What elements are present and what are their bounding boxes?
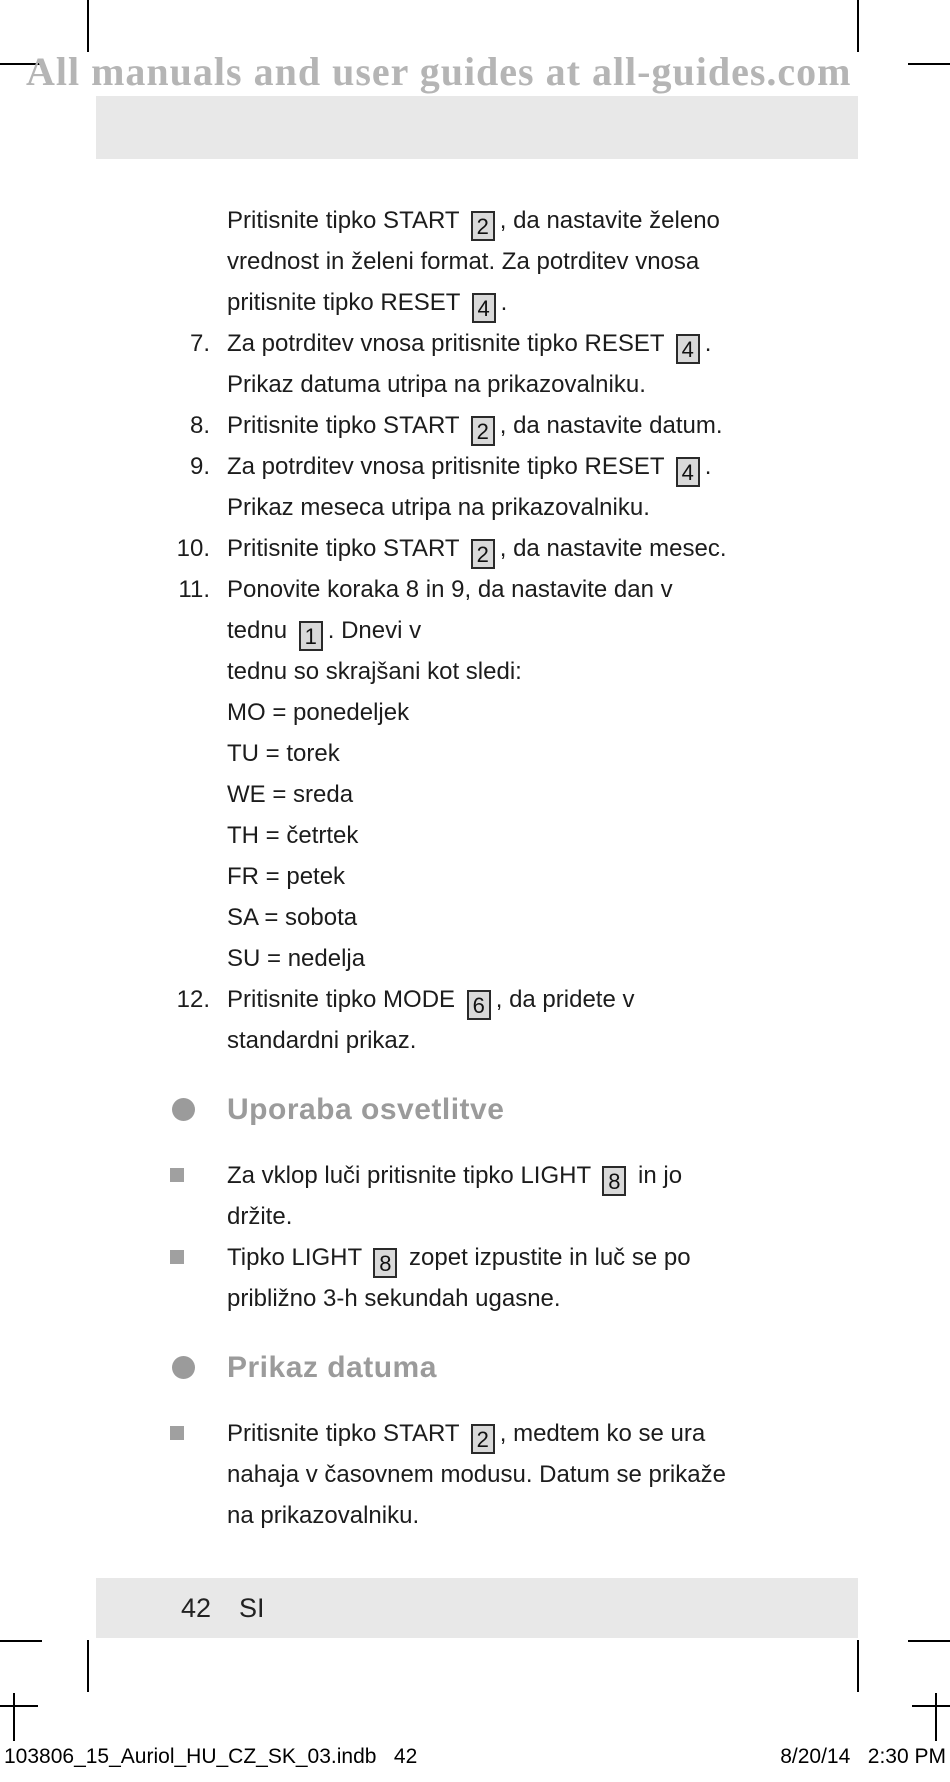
step-item (0, 323, 950, 405)
step-item (0, 979, 950, 1061)
header-bar (96, 96, 858, 159)
bullet-item (0, 1413, 950, 1536)
section-heading-row (0, 1345, 950, 1391)
step-number: 10. (176, 535, 210, 562)
crop-mark-bottom-right-vertical (857, 1640, 859, 1692)
step-number: 12. (176, 986, 210, 1013)
step-text: Za potrditev vnosa pritisnite tipko RESET 4 . Prikaz datuma utripa na prikazovalniku. (227, 330, 712, 398)
key-4-symbol-icon: 4 (676, 457, 700, 487)
key-2-symbol-icon: 2 (471, 1424, 495, 1454)
watermark-text: All manuals and user guides at all-guides.com (26, 49, 852, 94)
footer-bar (96, 1578, 858, 1638)
crop-mark-top-right-vertical (857, 0, 859, 52)
section (0, 1345, 950, 1536)
step-item (0, 405, 950, 446)
crop-mark-top-left-vertical (87, 0, 89, 52)
bullet-text: Tipko LIGHT 8 zopet izpustite in luč se po približno 3-h sekundah ugasne. (227, 1244, 691, 1312)
step-item (0, 528, 950, 569)
steps-list (0, 323, 950, 1061)
print-filename: 103806_15_Auriol_HU_CZ_SK_03.indb 42 (4, 1745, 418, 1768)
bullet-list (0, 1155, 950, 1319)
crop-mark-bottom-right-horizontal (908, 1640, 950, 1642)
section-heading-row (0, 1087, 950, 1133)
bullet-item (0, 1237, 950, 1319)
section-title: Uporaba osvetlitve (227, 1093, 505, 1126)
content-area (0, 200, 950, 1536)
step-number: 7. (189, 330, 210, 357)
step-text: Ponovite koraka 8 in 9, da nastavite dan v tednu 1 . Dnevi v tednu so skrajšani kot sledi: MO = ponedeljek TU = torek WE = sreda TH = četrtek FR = petek SA = sobota SU = nedelja (227, 576, 673, 972)
bullet-item (0, 1155, 950, 1237)
bullet-square-icon (170, 1426, 184, 1440)
crop-mark-outer-bottom-left-horizontal (0, 1705, 38, 1707)
step-number: 11. (178, 576, 210, 603)
print-datetime: 8/20/14 2:30 PM (780, 1745, 946, 1768)
step-text: Pritisnite tipko START 2 , da nastavite mesec. (227, 535, 727, 567)
bullet-text: Za vklop luči pritisnite tipko LIGHT 8 in jo držite. (227, 1162, 683, 1230)
key-4-symbol-icon: 4 (676, 334, 700, 364)
crop-mark-outer-bottom-left-vertical (13, 1693, 15, 1741)
key-2-symbol-icon: 2 (471, 211, 495, 241)
crop-mark-outer-bottom-right-vertical (935, 1693, 937, 1741)
crop-mark-bottom-left-vertical (87, 1640, 89, 1692)
bullet-list (0, 1413, 950, 1536)
key-8-symbol-icon: 8 (373, 1248, 397, 1278)
section-bullet-icon (172, 1098, 195, 1121)
step-item (0, 569, 950, 979)
step-number: 8. (189, 412, 210, 439)
key-8-symbol-icon: 8 (602, 1166, 626, 1196)
key-2-symbol-icon: 2 (471, 539, 495, 569)
crop-mark-bottom-left-horizontal (0, 1640, 42, 1642)
step-text: Pritisnite tipko MODE 6 , da pridete v standardni prikaz. (227, 986, 635, 1054)
key-1-symbol-icon: 1 (299, 621, 323, 651)
print-line (4, 1745, 946, 1769)
section (0, 1087, 950, 1319)
bullet-text: Pritisnite tipko START 2 , medtem ko se ura nahaja v časovnem modusu. Datum se prikaže na prikazovalniku. (227, 1420, 726, 1529)
key-2-symbol-icon: 2 (471, 416, 495, 446)
key-6-symbol-icon: 6 (467, 990, 491, 1020)
crop-mark-outer-bottom-right-horizontal (912, 1705, 950, 1707)
language-code: SI (239, 1592, 265, 1623)
step-text: Pritisnite tipko START 2 , da nastavite datum. (227, 412, 723, 444)
step-item (0, 446, 950, 528)
bullet-square-icon (170, 1250, 184, 1264)
section-bullet-icon (172, 1356, 195, 1379)
step-text: Za potrditev vnosa pritisnite tipko RESET 4 . Prikaz meseca utripa na prikazovalniku. (227, 453, 712, 521)
page-number: 42 (181, 1592, 212, 1623)
step-number: 9. (189, 453, 210, 480)
intro-paragraph: Pritisnite tipko START 2 , da nastavite želeno vrednost in želeni format. Za potrditev vnosa pritisnite tipko RESET 4 . (227, 207, 720, 321)
section-title: Prikaz datuma (227, 1351, 437, 1384)
bullet-square-icon (170, 1168, 184, 1182)
key-4-symbol-icon: 4 (472, 293, 496, 323)
sections-container (0, 1087, 950, 1536)
